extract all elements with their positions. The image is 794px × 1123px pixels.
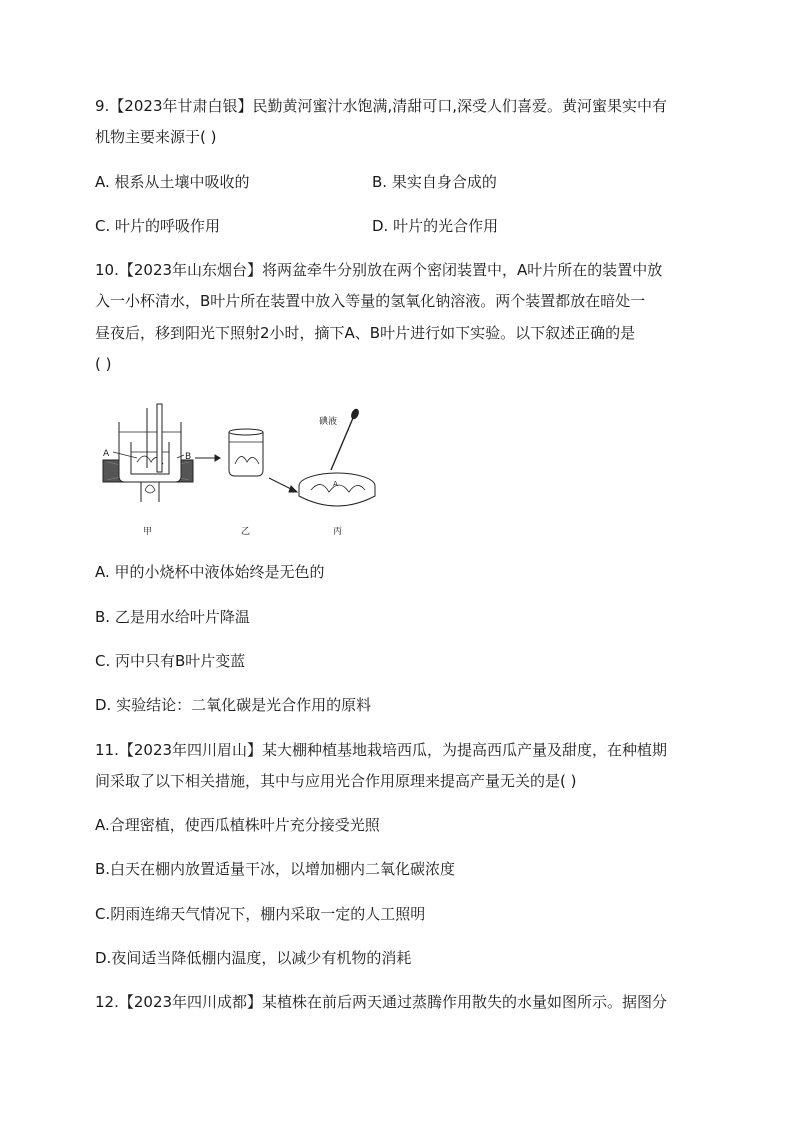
dish-label: A bbox=[333, 480, 338, 488]
q9-stem-line-2: 机物主要来源于( ) bbox=[95, 128, 217, 146]
flame bbox=[145, 485, 155, 493]
q10-option-d: D. 实验结论：二氧化碳是光合作用的原料 bbox=[95, 696, 372, 714]
q11-option-d: D.夜间适当降低棚内温度，以减少有机物的消耗 bbox=[95, 949, 412, 967]
q10-option-a: A. 甲的小烧杯中液体始终是无色的 bbox=[95, 563, 325, 581]
q9-stem-line-1: 9.【2023年甘肃白银】民勤黄河蜜汁水饱满,清甜可口,深受人们喜爱。黄河蜜果实中有 bbox=[95, 97, 668, 115]
caption-bing: 丙 bbox=[333, 527, 343, 537]
thermometer bbox=[157, 404, 162, 472]
q10-stem-line-1: 10.【2023年山东烟台】将两盆牵牛分别放在两个密闭装置中，A叶片所在的装置中放 bbox=[95, 261, 663, 279]
q10-stem-line-4: ( ) bbox=[95, 355, 112, 373]
beaker bbox=[229, 432, 263, 476]
q10-option-b: B. 乙是用水给叶片降温 bbox=[95, 608, 250, 626]
q11-option-c: C.阴雨连绵天气情况下，棚内采取一定的人工照明 bbox=[95, 905, 426, 923]
reagent-label: 碘液 bbox=[319, 417, 338, 427]
dropper-bulb bbox=[350, 408, 360, 420]
q11-option-a: A.合理密植，使西瓜植株叶片充分接受光照 bbox=[95, 816, 380, 834]
q12-stem-line-1: 12.【2023年四川成都】某植株在前后两天通过蒸腾作用散失的水量如图所示。据图分 bbox=[95, 993, 668, 1011]
caption-jia: 甲 bbox=[143, 527, 153, 537]
label-a: A bbox=[103, 449, 110, 459]
arrow-1 bbox=[195, 455, 220, 461]
arrow-2 bbox=[269, 478, 297, 492]
caption-yi: 乙 bbox=[241, 527, 251, 537]
q10-stem-line-3: 昼夜后，移到阳光下照射2小时，摘下A、B叶片进行如下实验。以下叙述正确的是 bbox=[95, 324, 636, 342]
q9-option-d: D. 叶片的光合作用 bbox=[372, 217, 499, 235]
experiment-figure bbox=[97, 398, 382, 538]
beaker-yi bbox=[229, 429, 263, 476]
q10-option-c: C. 丙中只有B叶片变蓝 bbox=[95, 652, 246, 670]
label-b: B bbox=[185, 452, 192, 462]
q11-stem-line-1: 11.【2023年四川眉山】某大棚种植基地栽培西瓜，为提高西瓜产量及甜度，在种植期 bbox=[95, 741, 668, 759]
apparatus-jia bbox=[103, 404, 193, 502]
q9-option-b: B. 果实自身合成的 bbox=[372, 173, 497, 191]
q10-stem-line-2: 入一小杯清水，B叶片所在装置中放入等量的氢氧化钠溶液。两个装置都放在暗处一 bbox=[95, 292, 646, 310]
q11-option-b: B.白天在棚内放置适量干冰，以增加棚内二氧化碳浓度 bbox=[95, 860, 456, 878]
q9-option-a: A. 根系从土壤中吸收的 bbox=[95, 173, 250, 191]
q9-option-c: C. 叶片的呼吸作用 bbox=[95, 217, 221, 235]
dish-bing bbox=[299, 408, 375, 506]
q11-stem-line-2: 间采取了以下相关措施，其中与应用光合作用原理来提高产量无关的是( ) bbox=[95, 772, 577, 790]
